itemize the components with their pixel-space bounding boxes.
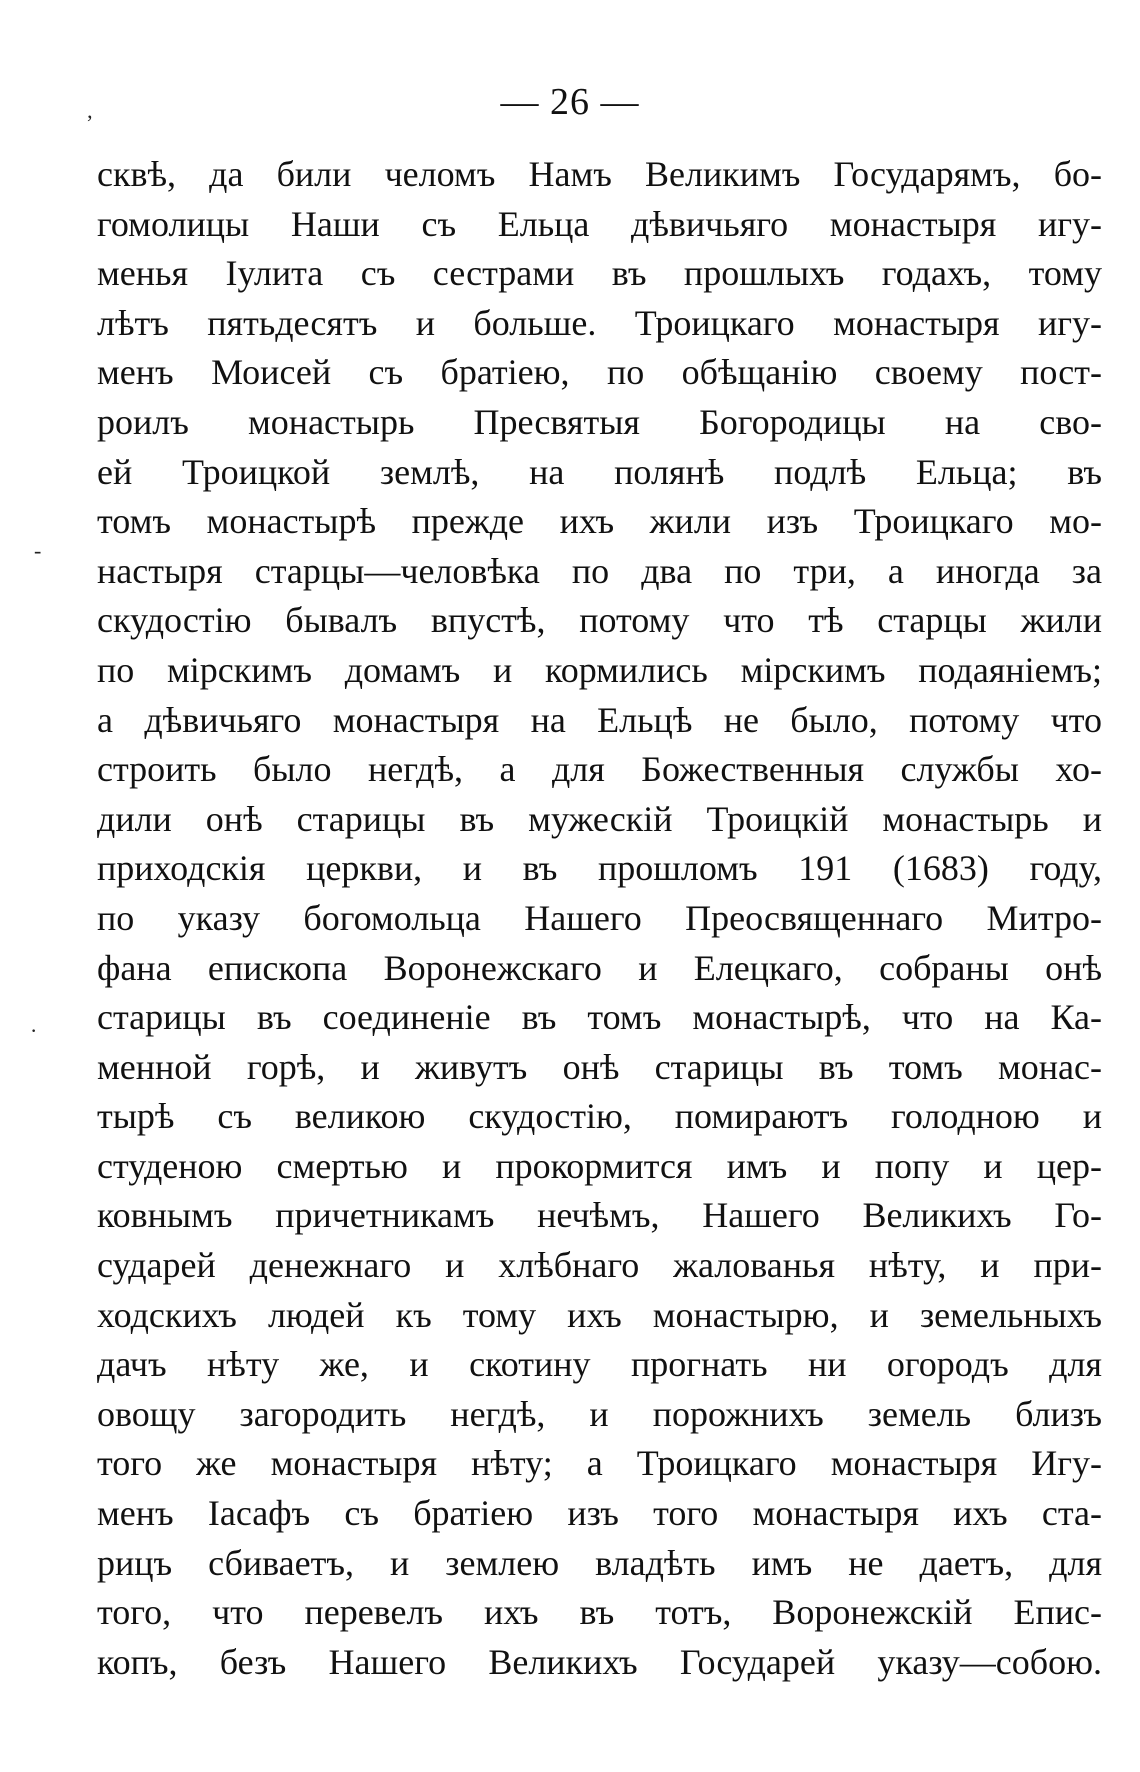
body-text (97, 150, 1102, 1687)
text-line: приходскія церкви, и въ прошломъ 191 (1683) году, (97, 848, 1102, 889)
text-line: овощу загородить негдѣ, и порожнихъ земель близъ (97, 1393, 1102, 1434)
text-line: ковнымъ причетникамъ нечѣмъ, Нашего Великихъ Го- (97, 1195, 1102, 1236)
margin-dot: · (30, 1018, 38, 1043)
text-line: старицы въ соединеніе въ томъ монастырѣ, что на Ка- (97, 997, 1102, 1038)
text-line: сквѣ, да били челомъ Намъ Великимъ Государямъ, бо- (97, 154, 1102, 194)
page-number: — 26 — (500, 81, 640, 123)
text-line: дачъ нѣту же, и скотину прогнать ни огородъ для (97, 1344, 1102, 1385)
text-line: лѣтъ пятьдесятъ и больше. Троицкаго монастыря игу- (97, 302, 1102, 343)
text-line: тырѣ съ великою скудостію, помираютъ голодною и (97, 1096, 1102, 1137)
text-line: рицъ сбиваетъ, и землею владѣть имъ не даетъ, для (97, 1542, 1102, 1583)
margin-dot: ‚ (86, 98, 94, 123)
text-line: менъ Моисей съ братіею, по обѣщанію своему пост- (97, 352, 1102, 393)
text-line: по указу богомольца Нашего Преосвященнаго Митро- (97, 897, 1102, 938)
text-line: менной горѣ, и живутъ онѣ старицы въ томъ монас- (97, 1046, 1102, 1087)
text-line: того, что перевелъ ихъ въ тотъ, Воронежскій Епис- (97, 1592, 1102, 1633)
text-line: менъ Іасафъ съ братіею изъ того монастыря ихъ ста- (97, 1493, 1102, 1534)
text-line: роилъ монастырь Пресвятыя Богородицы на сво- (97, 401, 1102, 442)
text-line: настыря старцы—человѣка по два по три, а иногда за (97, 550, 1102, 591)
text-line: фана епископа Воронежскаго и Елецкаго, собраны онѣ (97, 947, 1102, 988)
text-line: сударей денежнаго и хлѣбнаго жалованья нѣту, и при- (97, 1245, 1102, 1286)
text-line: по мірскимъ домамъ и кормились мірскимъ подаяніемъ; (97, 649, 1102, 690)
text-line: томъ монастырѣ прежде ихъ жили изъ Троицкаго мо- (97, 501, 1102, 542)
text-line: а дѣвичьяго монастыря на Ельцѣ не было, потому что (97, 699, 1102, 740)
text-line: менья Іулита съ сестрами въ прошлыхъ годахъ, тому (97, 253, 1102, 294)
text-line: строить было негдѣ, а для Божественныя службы хо- (97, 749, 1102, 790)
text-line: того же монастыря нѣту; а Троицкаго монастыря Игу- (97, 1443, 1102, 1484)
text-line: гомолицы Наши съ Ельца дѣвичьяго монастыря игу- (97, 203, 1102, 244)
text-line: дили онѣ старицы въ мужескій Троицкій монастырь и (97, 798, 1102, 839)
margin-dash: - (34, 538, 42, 563)
text-line: студеною смертью и прокормится имъ и попу и цер- (97, 1145, 1102, 1186)
text-line: скудостію бывалъ впустѣ, потому что тѣ старцы жили (97, 600, 1102, 641)
text-line: копъ, безъ Нашего Великихъ Государей указу—собою. (97, 1641, 1102, 1682)
text-line: ей Троицкой землѣ, на полянѣ подлѣ Ельца; въ (97, 451, 1102, 492)
text-line: ходскихъ людей къ тому ихъ монастырю, и земельныхъ (97, 1294, 1102, 1335)
